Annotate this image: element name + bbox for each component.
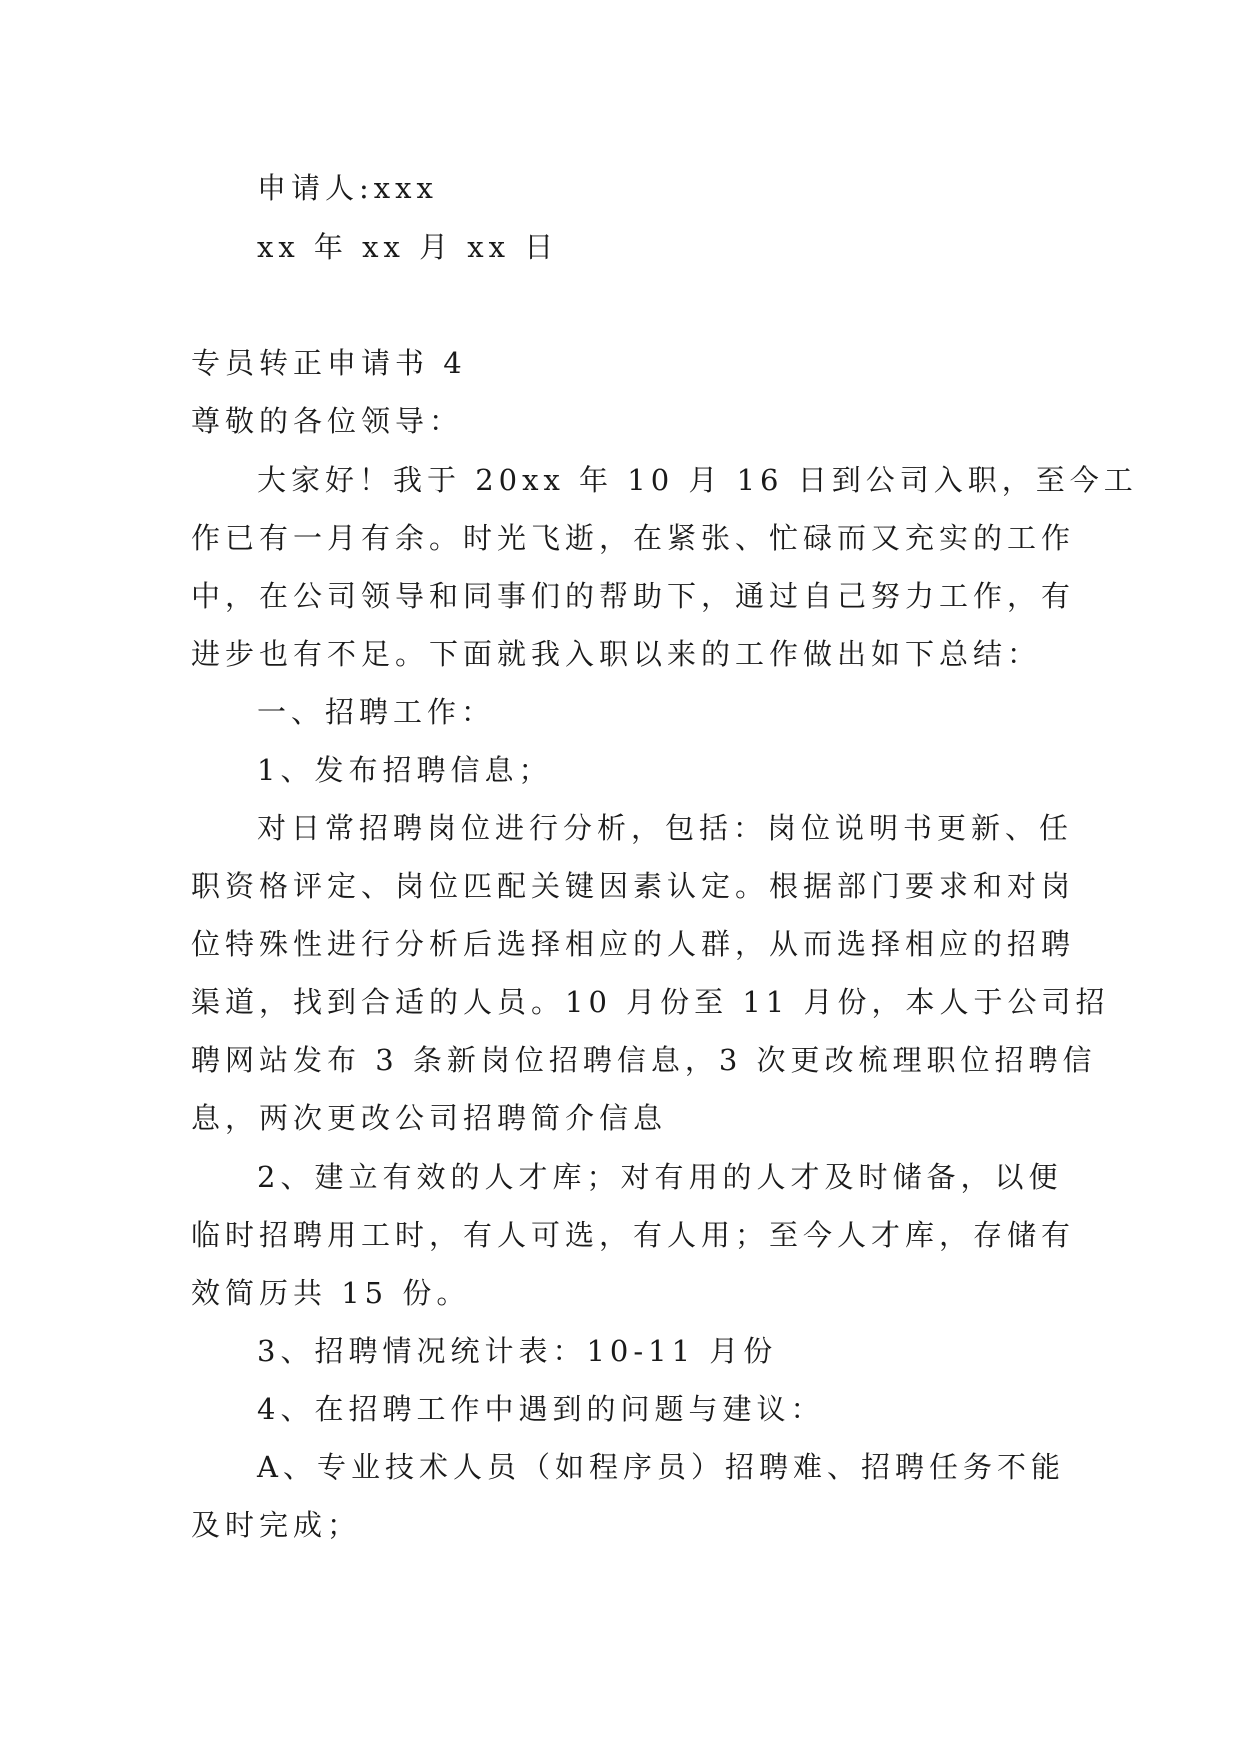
list-item-heading: 1、发布招聘信息；: [257, 753, 553, 787]
body-line: 位特殊性进行分析后选择相应的人群，从而选择相应的招聘: [191, 927, 1076, 961]
body-line: 进步也有不足。下面就我入职以来的工作做出如下总结：: [191, 637, 1042, 671]
body-line: 作已有一月有余。时光飞逝，在紧张、忙碌而又充实的工作: [191, 521, 1076, 555]
salutation: 尊敬的各位领导：: [191, 404, 464, 438]
body-line: 对日常招聘岗位进行分析，包括：岗位说明书更新、任: [257, 811, 1074, 845]
body-line: 临时招聘用工时，有人可选，有人用；至今人才库，存储有: [191, 1218, 1076, 1252]
body-line: 渠道，找到合适的人员。10 月份至 11 月份，本人于公司招: [191, 985, 1110, 1019]
body-line: 及时完成；: [191, 1508, 362, 1542]
document-title: 专员转正申请书 4: [191, 346, 467, 380]
body-line: 息，两次更改公司招聘简介信息: [191, 1101, 668, 1135]
applicant-signature: 申请人:xxx: [257, 171, 438, 205]
list-item-heading: 4、在招聘工作中遇到的问题与建议：: [257, 1392, 825, 1426]
signature-date: xx 年 xx 月 xx 日: [257, 230, 559, 264]
list-item-heading: 3、招聘情况统计表：10-11 月份: [257, 1334, 778, 1368]
body-line: 聘网站发布 3 条新岗位招聘信息，3 次更改梳理职位招聘信: [191, 1043, 1097, 1077]
body-line: 效简历共 15 份。: [191, 1276, 471, 1310]
body-line: A、专业技术人员（如程序员）招聘难、招聘任务不能: [257, 1450, 1065, 1484]
body-line: 2、建立有效的人才库；对有用的人才及时储备，以便: [257, 1160, 1063, 1194]
body-line: 职资格评定、岗位匹配关键因素认定。根据部门要求和对岗: [191, 869, 1076, 903]
body-line: 大家好！我于 20xx 年 10 月 16 日到公司入职，至今工: [257, 463, 1138, 497]
body-line: 中，在公司领导和同事们的帮助下，通过自己努力工作，有: [191, 579, 1076, 613]
section-heading: 一、招聘工作：: [257, 695, 496, 729]
